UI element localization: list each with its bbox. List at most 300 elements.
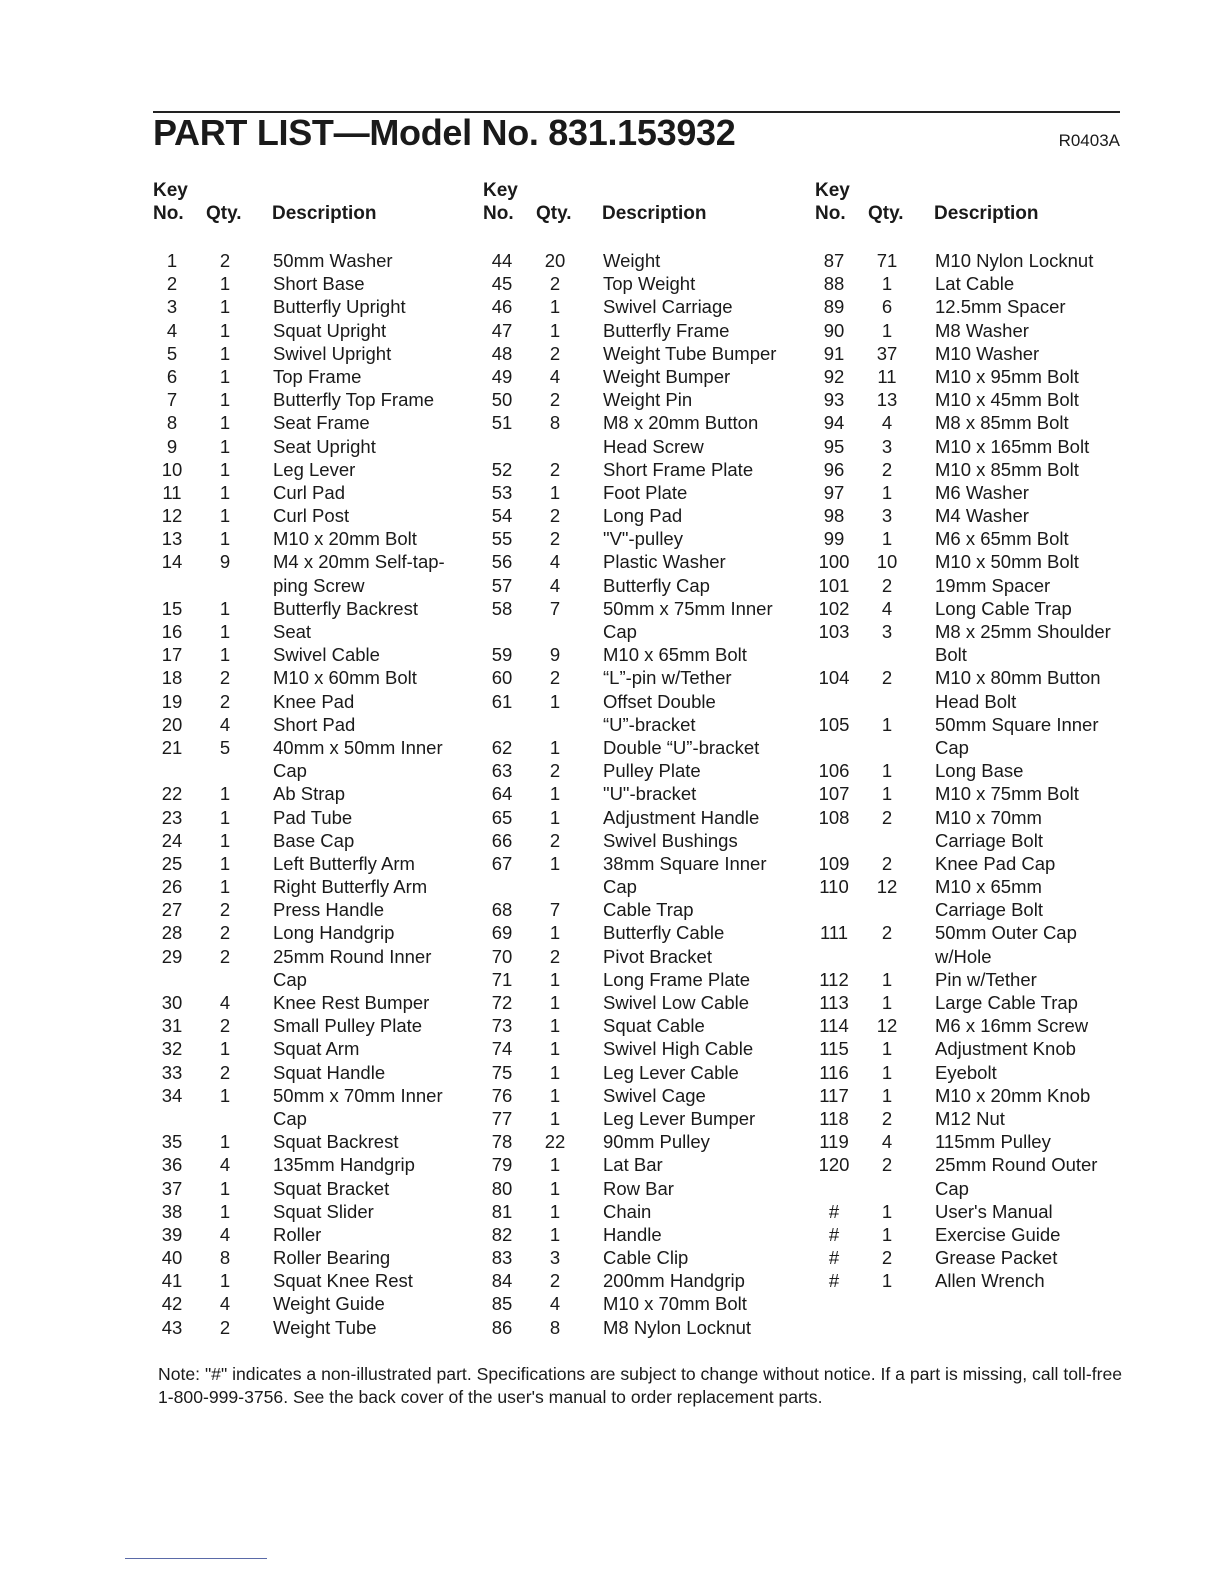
description-cell: Adjustment Handle xyxy=(603,806,760,828)
key-no-cell: 23 xyxy=(161,806,183,828)
description-cell: M10 x 75mm Bolt xyxy=(935,783,1079,805)
description-cell: Eyebolt xyxy=(935,1061,997,1083)
key-no-cell: 19 xyxy=(161,690,183,712)
key-no-cell: 96 xyxy=(823,458,845,480)
qty-cell: 1 xyxy=(219,621,231,642)
description-cell: M10 x 50mm Bolt xyxy=(935,551,1079,573)
key-no-cell: 1 xyxy=(166,250,178,271)
key-no-cell: 70 xyxy=(491,945,513,967)
key-no-cell: 41 xyxy=(161,1270,183,1292)
key-no-cell: 3 xyxy=(166,296,178,318)
description-cell: M10 x 95mm Bolt xyxy=(935,365,1079,387)
qty-header: Qty. xyxy=(536,203,572,224)
description-cell: Long Frame Plate xyxy=(603,968,751,990)
qty-cell: 1 xyxy=(219,1084,231,1106)
qty-cell: 1 xyxy=(219,342,231,364)
description-cell: Short Frame Plate xyxy=(603,458,754,480)
qty-cell: 1 xyxy=(881,481,893,503)
qty-cell: 4 xyxy=(219,713,231,735)
key-no-cell: # xyxy=(828,1270,840,1292)
key-no-cell: 54 xyxy=(491,505,513,527)
key-no-cell: 105 xyxy=(818,713,850,735)
description-cell: Lat Cable xyxy=(935,273,1015,295)
description-cell: Large Cable Trap xyxy=(935,992,1078,1013)
key-no-cell: 77 xyxy=(491,1107,513,1129)
key-no-cell: 81 xyxy=(491,1200,513,1222)
key-no-cell: 120 xyxy=(818,1154,850,1176)
qty-cell: 2 xyxy=(881,806,893,828)
qty-cell: 2 xyxy=(549,458,561,480)
qty-cell: 2 xyxy=(549,389,561,411)
qty-cell: 12 xyxy=(876,1015,898,1037)
qty-cell: 4 xyxy=(219,1293,231,1315)
qty-cell: 7 xyxy=(549,899,561,921)
key-no-cell: 69 xyxy=(491,922,513,944)
qty-cell: 1 xyxy=(549,1154,561,1176)
description-cell: 115mm Pulley xyxy=(935,1131,1051,1153)
key-no-cell: 100 xyxy=(818,551,850,573)
description-cell: Butterfly Backrest xyxy=(273,597,418,619)
qty-cell: 1 xyxy=(881,968,893,990)
description-cell: Long Cable Trap xyxy=(935,597,1072,619)
key-no-cell: 59 xyxy=(491,644,513,666)
qty-cell: 1 xyxy=(549,319,561,341)
key-header-line2: No. xyxy=(153,203,184,224)
key-no-cell: 10 xyxy=(161,458,183,480)
key-no-cell: 94 xyxy=(823,412,845,434)
description-cell: M10 x 70mm Bolt xyxy=(603,1293,747,1315)
key-no-cell: # xyxy=(828,1247,840,1269)
description-cell: Bolt xyxy=(935,644,967,666)
footnote: Note: "#" indicates a non-illustrated part. Specifications are subject to change without notice. If a part is missing, call toll-free 1-800-999-3756. See the back cover of the user's manual to order replacement parts. xyxy=(158,1364,1123,1407)
qty-cell: 22 xyxy=(544,1131,566,1153)
qty-cell: 1 xyxy=(219,1038,231,1060)
description-cell: Roller xyxy=(273,1223,322,1245)
key-header-line2: No. xyxy=(815,203,846,224)
qty-cell: 1 xyxy=(219,783,231,805)
description-cell: Cap xyxy=(273,968,307,990)
description-cell: 12.5mm Spacer xyxy=(935,296,1066,318)
key-no-cell: 97 xyxy=(823,481,845,503)
description-cell: Butterfly Frame xyxy=(603,319,730,341)
description-cell: Row Bar xyxy=(603,1177,674,1199)
description-cell: Weight Tube xyxy=(273,1316,377,1338)
key-no-cell: 89 xyxy=(823,296,845,318)
description-cell: Top Frame xyxy=(273,365,362,387)
key-no-cell: 36 xyxy=(161,1154,183,1176)
description-cell: 135mm Handgrip xyxy=(273,1154,415,1176)
qty-cell: 2 xyxy=(549,829,561,851)
qty-cell: 1 xyxy=(549,736,561,758)
key-no-cell: 14 xyxy=(161,551,183,573)
qty-cell: 2 xyxy=(219,945,231,967)
description-cell: Right Butterfly Arm xyxy=(273,876,428,898)
qty-cell: 1 xyxy=(219,1131,231,1153)
description-cell: w/Hole xyxy=(935,945,992,967)
description-cell: Squat Cable xyxy=(603,1015,705,1037)
description-cell: Butterfly Cable xyxy=(603,922,725,944)
description-cell: 40mm x 50mm Inner xyxy=(273,736,443,758)
qty-cell: 5 xyxy=(219,736,231,758)
description-cell: 50mm x 70mm Inner xyxy=(273,1084,443,1106)
description-cell: Leg Lever xyxy=(273,458,356,480)
key-no-cell: 15 xyxy=(161,597,183,619)
qty-cell: 1 xyxy=(219,1200,231,1222)
description-cell: Top Weight xyxy=(603,273,696,295)
key-no-cell: 108 xyxy=(818,806,850,828)
key-no-cell: 60 xyxy=(491,667,513,689)
key-no-cell: 25 xyxy=(161,852,183,874)
description-cell: M10 Washer xyxy=(935,342,1040,364)
description-cell: M6 Washer xyxy=(935,481,1029,503)
key-no-cell: 11 xyxy=(162,481,182,503)
description-cell: Lat Bar xyxy=(603,1154,663,1176)
qty-cell: 1 xyxy=(219,296,231,318)
key-no-cell: 79 xyxy=(491,1154,513,1176)
qty-cell: 11 xyxy=(877,365,897,387)
description-cell: Squat Arm xyxy=(273,1038,360,1060)
description-cell: Butterfly Top Frame xyxy=(273,389,435,411)
qty-cell: 2 xyxy=(881,1107,893,1129)
description-cell: Chain xyxy=(603,1200,652,1222)
key-no-cell: 13 xyxy=(161,528,183,550)
qty-cell: 1 xyxy=(881,273,893,295)
key-no-cell: 24 xyxy=(161,829,183,851)
key-no-cell: 85 xyxy=(491,1293,513,1315)
key-no-cell: 37 xyxy=(161,1177,183,1199)
key-no-cell: 62 xyxy=(491,736,513,758)
description-cell: Swivel Carriage xyxy=(603,296,733,318)
description-cell: M8 x 85mm Bolt xyxy=(935,412,1069,434)
key-no-cell: 5 xyxy=(166,342,178,364)
key-no-cell: 75 xyxy=(491,1061,513,1083)
key-no-cell: 111 xyxy=(819,922,849,944)
description-cell: Grease Packet xyxy=(935,1247,1058,1269)
qty-cell: 1 xyxy=(549,1015,561,1037)
description-cell: M4 Washer xyxy=(935,505,1029,527)
key-no-cell: 2 xyxy=(166,273,178,295)
key-no-cell: 72 xyxy=(491,992,513,1013)
key-no-cell: 57 xyxy=(491,574,513,596)
description-cell: 50mm Washer xyxy=(273,250,393,271)
description-cell: Foot Plate xyxy=(603,481,688,503)
qty-cell: 1 xyxy=(549,852,561,874)
qty-cell: 37 xyxy=(876,342,898,364)
qty-cell: 2 xyxy=(219,899,231,921)
description-cell: M8 x 20mm Button xyxy=(603,412,759,434)
description-cell: 25mm Round Outer xyxy=(935,1154,1098,1176)
key-no-cell: 58 xyxy=(491,597,513,619)
qty-cell: 1 xyxy=(549,1107,561,1129)
description-cell: Weight Bumper xyxy=(603,365,731,387)
key-no-cell: 9 xyxy=(166,435,178,457)
key-no-cell: 17 xyxy=(161,644,183,666)
key-no-cell: 30 xyxy=(161,992,183,1013)
qty-cell: 2 xyxy=(881,922,893,944)
qty-cell: 71 xyxy=(876,250,898,271)
qty-cell: 2 xyxy=(219,1015,231,1037)
key-no-cell: 67 xyxy=(491,852,513,874)
description-cell: Weight Tube Bumper xyxy=(603,342,777,364)
qty-cell: 1 xyxy=(219,319,231,341)
description-cell: Squat Bracket xyxy=(273,1177,390,1199)
description-cell: M10 x 65mm Bolt xyxy=(603,644,747,666)
key-no-cell: 40 xyxy=(161,1247,183,1269)
description-cell: “U”-bracket xyxy=(603,713,696,735)
qty-cell: 1 xyxy=(549,690,561,712)
footer-rule xyxy=(125,1558,267,1559)
key-no-cell: 91 xyxy=(823,342,845,364)
qty-cell: 1 xyxy=(219,481,231,503)
description-header: Description xyxy=(934,203,1039,224)
description-cell: 50mm x 75mm Inner xyxy=(603,597,773,619)
key-no-cell: 53 xyxy=(491,481,513,503)
description-cell: Weight Guide xyxy=(273,1293,385,1315)
key-no-cell: 113 xyxy=(819,992,849,1013)
key-no-cell: 6 xyxy=(166,365,178,387)
key-no-cell: 26 xyxy=(161,876,183,898)
key-no-cell: 33 xyxy=(161,1061,183,1083)
description-cell: "V"-pulley xyxy=(603,528,683,550)
qty-cell: 1 xyxy=(219,597,231,619)
description-cell: 38mm Square Inner xyxy=(603,852,767,874)
qty-cell: 1 xyxy=(549,1200,561,1222)
description-cell: Cap xyxy=(603,621,637,642)
qty-cell: 1 xyxy=(881,1061,893,1083)
description-cell: Base Cap xyxy=(273,829,355,851)
qty-cell: 1 xyxy=(549,806,561,828)
qty-cell: 1 xyxy=(219,365,231,387)
key-no-cell: 102 xyxy=(818,597,850,619)
key-no-cell: 118 xyxy=(819,1107,849,1129)
key-no-cell: 47 xyxy=(491,319,513,341)
qty-cell: 1 xyxy=(549,1177,561,1199)
key-header-line1: Key xyxy=(483,180,518,201)
key-no-cell: 21 xyxy=(161,736,183,758)
key-no-cell: 95 xyxy=(823,435,845,457)
key-no-cell: 68 xyxy=(491,899,513,921)
qty-cell: 1 xyxy=(549,481,561,503)
description-cell: Curl Pad xyxy=(273,481,345,503)
key-no-cell: 27 xyxy=(161,899,183,921)
description-header: Description xyxy=(272,203,377,224)
qty-cell: 4 xyxy=(549,551,561,573)
description-cell: Pin w/Tether xyxy=(935,968,1037,990)
description-cell: Cap xyxy=(935,1177,969,1199)
description-cell: Squat Upright xyxy=(273,319,387,341)
description-cell: Leg Lever Bumper xyxy=(603,1107,756,1129)
qty-cell: 6 xyxy=(881,296,893,318)
key-no-cell: 38 xyxy=(161,1200,183,1222)
description-cell: 200mm Handgrip xyxy=(603,1270,745,1292)
qty-cell: 1 xyxy=(881,528,893,550)
qty-cell: 2 xyxy=(219,250,231,271)
description-cell: Swivel High Cable xyxy=(603,1038,754,1060)
qty-cell: 1 xyxy=(549,1038,561,1060)
qty-cell: 3 xyxy=(881,435,893,457)
key-no-cell: 56 xyxy=(491,551,513,573)
key-no-cell: 66 xyxy=(491,829,513,851)
description-cell: Cable Clip xyxy=(603,1247,689,1269)
key-no-cell: 73 xyxy=(491,1015,513,1037)
key-no-cell: 48 xyxy=(491,342,513,364)
key-no-cell: 83 xyxy=(491,1247,513,1269)
key-no-cell: 31 xyxy=(161,1015,183,1037)
qty-cell: 1 xyxy=(219,829,231,851)
qty-cell: 1 xyxy=(219,644,231,666)
key-no-cell: 110 xyxy=(819,876,849,898)
qty-cell: 1 xyxy=(549,968,561,990)
qty-cell: 8 xyxy=(549,1316,561,1338)
qty-cell: 1 xyxy=(219,273,231,295)
qty-cell: 1 xyxy=(881,1223,893,1245)
key-no-cell: 101 xyxy=(818,574,850,596)
key-no-cell: 12 xyxy=(161,505,183,527)
qty-cell: 2 xyxy=(549,505,561,527)
qty-cell: 1 xyxy=(549,992,561,1013)
description-cell: Cap xyxy=(935,736,969,758)
qty-cell: 3 xyxy=(549,1247,561,1269)
description-cell: Head Screw xyxy=(603,435,704,457)
key-no-cell: 117 xyxy=(819,1084,849,1106)
description-cell: Long Handgrip xyxy=(273,922,395,944)
description-cell: Head Bolt xyxy=(935,690,1017,712)
description-cell: 19mm Spacer xyxy=(935,574,1051,596)
description-cell: Knee Pad Cap xyxy=(935,852,1056,874)
key-no-cell: 115 xyxy=(819,1038,849,1060)
description-cell: Cap xyxy=(273,760,307,782)
description-cell: Handle xyxy=(603,1223,662,1245)
key-no-cell: # xyxy=(828,1200,840,1222)
key-no-cell: 20 xyxy=(161,713,183,735)
key-no-cell: 78 xyxy=(491,1131,513,1153)
key-no-cell: 29 xyxy=(161,945,183,967)
description-cell: Swivel Low Cable xyxy=(603,992,750,1013)
qty-cell: 8 xyxy=(219,1247,231,1269)
key-no-cell: 98 xyxy=(823,505,845,527)
key-no-cell: 88 xyxy=(823,273,845,295)
qty-cell: 2 xyxy=(881,1247,893,1269)
description-cell: M10 x 70mm xyxy=(935,806,1042,828)
description-cell: Seat Frame xyxy=(273,412,370,434)
description-cell: Knee Rest Bumper xyxy=(273,992,430,1013)
qty-cell: 1 xyxy=(549,1061,561,1083)
key-no-cell: 71 xyxy=(491,968,513,990)
key-no-cell: 51 xyxy=(491,412,513,434)
qty-cell: 4 xyxy=(219,1154,231,1176)
description-cell: Knee Pad xyxy=(273,690,355,712)
qty-cell: 9 xyxy=(549,644,561,666)
description-cell: M8 Washer xyxy=(935,319,1029,341)
key-no-cell: # xyxy=(828,1223,840,1245)
qty-cell: 4 xyxy=(881,1131,893,1153)
description-cell: Long Pad xyxy=(603,505,683,527)
qty-cell: 2 xyxy=(881,852,893,874)
key-no-cell: 104 xyxy=(818,667,850,689)
key-no-cell: 82 xyxy=(491,1223,513,1245)
qty-cell: 7 xyxy=(549,597,561,619)
description-cell: Double “U”-bracket xyxy=(603,736,760,758)
description-cell: M12 Nut xyxy=(935,1107,1005,1129)
qty-cell: 1 xyxy=(881,992,893,1013)
key-no-cell: 34 xyxy=(161,1084,183,1106)
key-no-cell: 39 xyxy=(161,1223,183,1245)
description-cell: Pivot Bracket xyxy=(603,945,712,967)
key-header-line1: Key xyxy=(815,180,850,201)
key-no-cell: 52 xyxy=(491,458,513,480)
qty-cell: 1 xyxy=(881,1084,893,1106)
description-cell: Adjustment Knob xyxy=(935,1038,1076,1060)
qty-cell: 1 xyxy=(881,713,893,735)
qty-cell: 1 xyxy=(549,922,561,944)
qty-cell: 3 xyxy=(881,505,893,527)
description-cell: Butterfly Cap xyxy=(603,574,710,596)
qty-cell: 1 xyxy=(219,806,231,828)
qty-cell: 1 xyxy=(549,296,561,318)
description-cell: M6 x 65mm Bolt xyxy=(935,528,1069,550)
description-cell: Ab Strap xyxy=(273,783,345,805)
description-cell: Cable Trap xyxy=(603,899,694,921)
description-cell: Long Base xyxy=(935,760,1024,782)
qty-cell: 1 xyxy=(219,458,231,480)
description-cell: Seat Upright xyxy=(273,435,376,457)
qty-cell: 1 xyxy=(219,528,231,550)
qty-cell: 1 xyxy=(219,435,231,457)
description-cell: Butterfly Upright xyxy=(273,296,406,318)
key-no-cell: 45 xyxy=(491,273,513,295)
qty-cell: 2 xyxy=(219,1316,231,1338)
description-cell: M10 x 80mm Button xyxy=(935,667,1101,689)
qty-cell: 2 xyxy=(881,574,893,596)
key-no-cell: 116 xyxy=(819,1061,849,1083)
description-cell: Pulley Plate xyxy=(603,760,701,782)
key-no-cell: 61 xyxy=(491,690,513,712)
key-no-cell: 106 xyxy=(818,760,850,782)
key-no-cell: 50 xyxy=(491,389,513,411)
qty-cell: 2 xyxy=(219,690,231,712)
qty-cell: 2 xyxy=(549,273,561,295)
key-no-cell: 65 xyxy=(491,806,513,828)
page-title: PART LIST—Model No. 831.153932 xyxy=(153,112,736,153)
key-no-cell: 49 xyxy=(491,365,513,387)
key-no-cell: 114 xyxy=(819,1015,849,1037)
description-cell: M6 x 16mm Screw xyxy=(935,1015,1089,1037)
description-cell: 25mm Round Inner xyxy=(273,945,432,967)
qty-cell: 1 xyxy=(219,389,231,411)
description-cell: Cap xyxy=(273,1107,307,1129)
key-no-cell: 64 xyxy=(491,783,513,805)
qty-cell: 13 xyxy=(876,389,898,411)
key-no-cell: 8 xyxy=(166,412,178,434)
qty-cell: 1 xyxy=(881,1038,893,1060)
qty-cell: 4 xyxy=(881,412,893,434)
description-cell: Offset Double xyxy=(603,690,716,712)
key-header-line2: No. xyxy=(483,203,514,224)
description-cell: Short Base xyxy=(273,273,365,295)
qty-header: Qty. xyxy=(206,203,242,224)
description-cell: "U"-bracket xyxy=(603,783,697,805)
description-cell: M8 Nylon Locknut xyxy=(603,1316,752,1338)
description-cell: Short Pad xyxy=(273,713,356,735)
qty-cell: 2 xyxy=(549,945,561,967)
qty-cell: 1 xyxy=(219,412,231,434)
qty-cell: 1 xyxy=(549,1084,561,1106)
key-no-cell: 74 xyxy=(491,1038,513,1060)
key-no-cell: 93 xyxy=(823,389,845,411)
qty-cell: 12 xyxy=(876,876,898,898)
key-no-cell: 80 xyxy=(491,1177,513,1199)
qty-cell: 4 xyxy=(549,365,561,387)
